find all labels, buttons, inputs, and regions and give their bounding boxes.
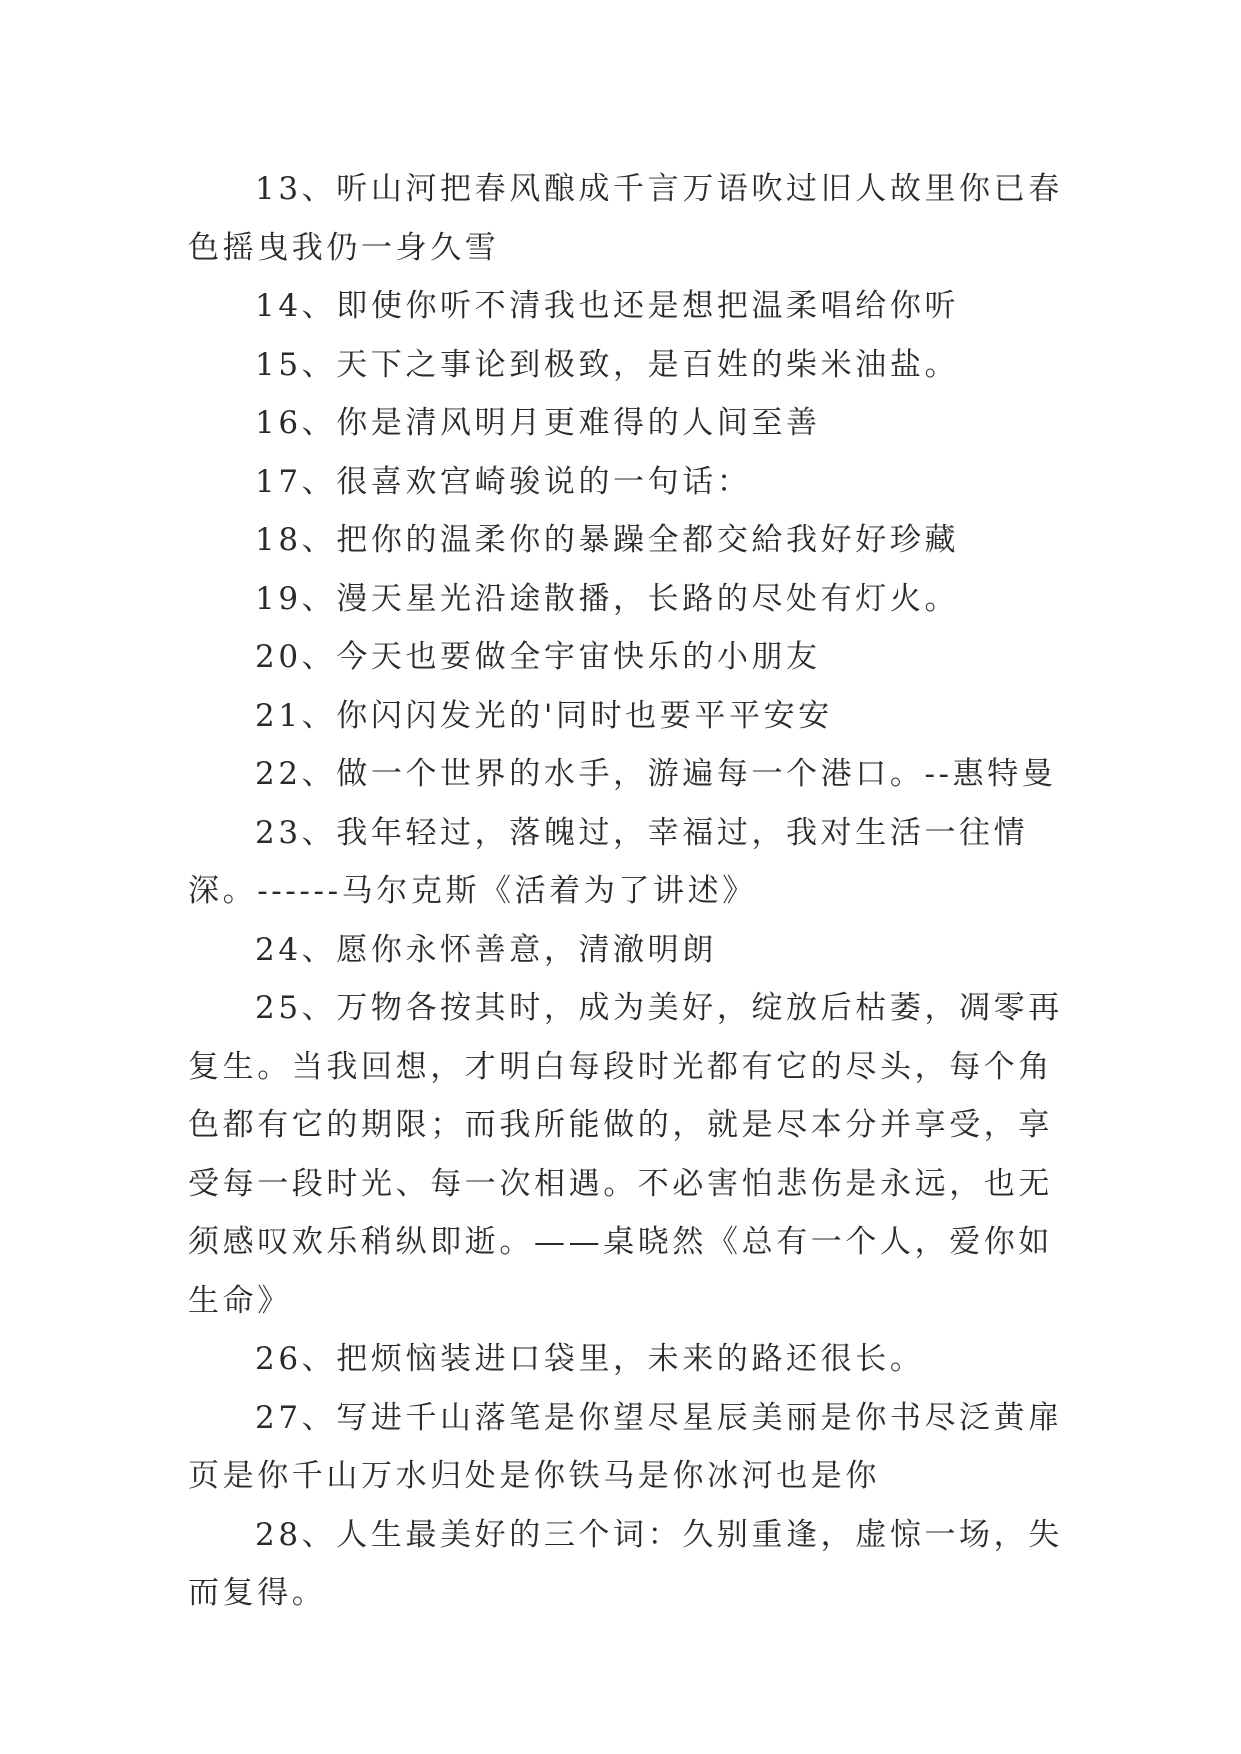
document-body <box>188 160 1068 1623</box>
paragraph-14: 14、即使你听不清我也还是想把温柔唱给你听 <box>255 288 960 324</box>
paragraph-18: 18、把你的温柔你的暴躁全都交給我好好珍藏 <box>255 522 960 558</box>
paragraph-23: 23、我年轻过，落魄过，幸福过，我对生活一往情深。------马尔克斯《活着为了讲述》 <box>188 814 1029 909</box>
paragraph-15: 15、天下之事论到极致，是百姓的柴米油盐。 <box>255 346 960 383</box>
paragraph-27: 27、写进千山落笔是你望尽星辰美丽是你书尽泛黄扉页是你千山万水归处是你铁马是你冰河也是你 <box>188 1399 1063 1494</box>
paragraph-24: 24、愿你永怀善意，清澈明朗 <box>255 931 717 968</box>
paragraph-13: 13、听山河把春风酿成千言万语吹过旧人故里你已春色摇曳我仍一身久雪 <box>188 171 1063 266</box>
paragraph-19: 19、漫天星光沿途散播，长路的尽处有灯火。 <box>255 580 960 617</box>
paragraph-25: 25、万物各按其时，成为美好，绽放后枯萎，凋零再复生。当我回想，才明白每段时光都有它的尽头，每个角色都有它的期限；而我所能做的，就是尽本分并享受，享受每一段时光、每一次相遇。不必害怕悲伤是永远，也无须感叹欢乐稍纵即逝。——桌晓然《总有一个人，爱你如生命》 <box>188 990 1063 1319</box>
paragraph-28: 28、人生最美好的三个词：久别重逢，虚惊一场，失而复得。 <box>188 1516 1063 1611</box>
paragraph-17: 17、很喜欢宫崎骏说的一句话： <box>255 463 752 500</box>
paragraph-21: 21、你闪闪发光的'同时也要平平安安 <box>255 697 833 734</box>
paragraph-26: 26、把烦恼装进口袋里，未来的路还很长。 <box>255 1341 925 1377</box>
paragraph-20: 20、今天也要做全宇宙快乐的小朋友 <box>255 639 821 675</box>
paragraph-22: 22、做一个世界的水手，游遍每一个港口。--惠特曼 <box>255 756 1057 792</box>
paragraph-16: 16、你是清风明月更难得的人间至善 <box>255 405 821 441</box>
